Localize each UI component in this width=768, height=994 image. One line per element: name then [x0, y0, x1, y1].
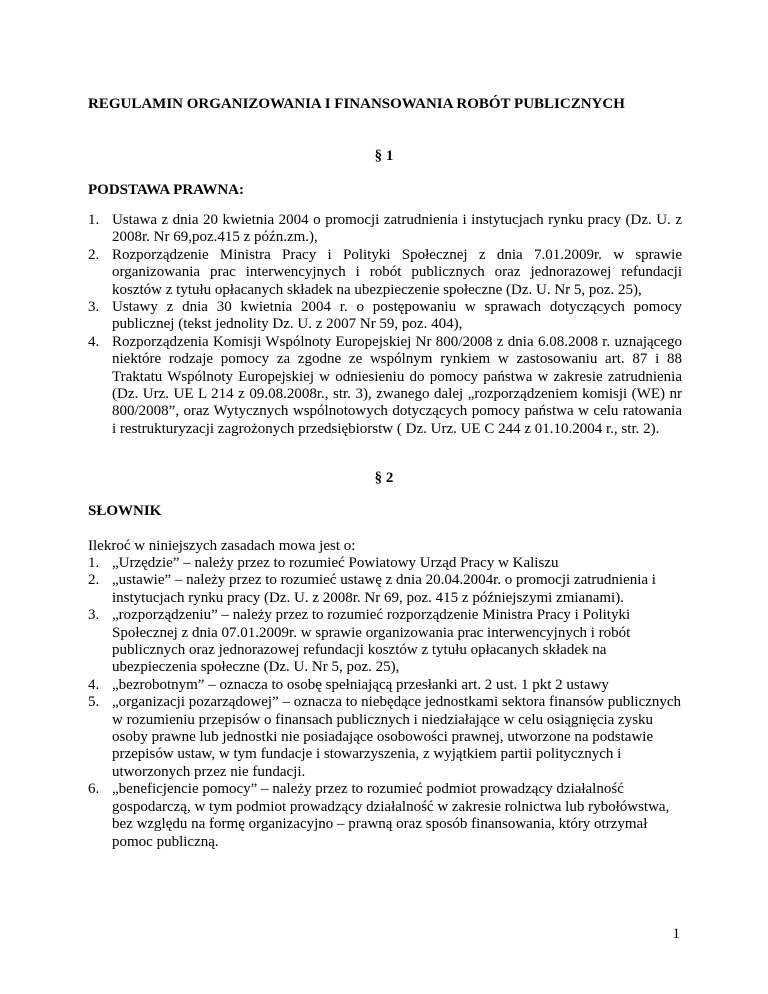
- page-number: 1: [672, 926, 680, 942]
- list-item: [88, 572, 682, 607]
- section-2-heading: SŁOWNIK: [88, 503, 162, 519]
- list-item-text: „bezrobotnym” – oznacza to osobę spełniającą przesłanki art. 2 ust. 1 pkt 2 ustawy: [112, 676, 609, 693]
- list-item-number: 4.: [88, 676, 100, 693]
- section-2-mark: § 2: [374, 470, 394, 486]
- list-item-number: 2.: [88, 246, 100, 263]
- list-item-number: 1.: [88, 212, 100, 228]
- section-1-mark: § 1: [374, 148, 394, 164]
- list-item-text: Rozporządzenie Ministra Pracy i Polityki Społecznej z dnia 7.01.2009r. w sprawie organizowania prac interwencyjnych i robót publicznych oraz jednorazowej refundacji kosztów z tytułu opłacanych składek na ubezpieczenie społeczne (Dz. U. Nr 5, poz. 25),: [112, 246, 682, 298]
- list-item: [88, 334, 682, 438]
- list-item: [88, 212, 682, 247]
- list-item-text: „beneficjencie pomocy” – należy przez to rozumieć podmiot prowadzący działalność gospodarczą, w tym podmiot prowadzący działalność w zakresie rolnictwa lub rybołówstwa, bez względu na formę organizacyjno – prawną oraz sposób finansowania, który otrzymał pomoc publiczną.: [112, 781, 670, 850]
- list-item-number: 3.: [88, 607, 100, 624]
- list-item-number: 3.: [88, 299, 100, 316]
- document-title: REGULAMIN ORGANIZOWANIA I FINANSOWANIA ROBÓT PUBLICZNYCH: [88, 96, 625, 112]
- list-item: [88, 781, 682, 851]
- list-item-text: Ustawa z dnia 20 kwietnia 2004 o promocji zatrudnienia i instytucjach rynku pracy (Dz. U. z 2008r. Nr 69,poz.415 z późn.zm.),: [112, 212, 682, 246]
- list-item-text: Rozporządzenia Komisji Wspólnoty Europejskiej Nr 800/2008 z dnia 6.08.2008 r. uznającego niektóre rodzaje pomocy za zgodne ze wspólnym rynkiem w zastosowaniu art. 87 i 88 Traktatu Wspólnoty Europejskiej w odniesieniu do pomocy państwa w zakresie zatrudnienia (Dz. Urz. UE L 214 z 09.08.2008r., str. 3), zwanego dalej „rozporządzeniem komisji (WE) nr 800/2008”, oraz Wytycznych wspólnotowych dotyczących pomocy państwa w celu ratowania i restrukturyzacji zagrożonych przedsiębiorstw ( Dz. Urz. UE C 244 z 01.10.2004 r., str. 2).: [112, 333, 682, 437]
- list-item-text: „ustawie” – należy przez to rozumieć ustawę z dnia 20.04.2004r. o promocji zatrudnienia i instytucjach rynku pracy (Dz. U. z 2008r. Nr 69, poz. 415 z późniejszymi zmianami).: [112, 572, 656, 606]
- list-item: [88, 694, 682, 781]
- list-item-number: 2.: [88, 572, 100, 589]
- legal-basis-list: [88, 212, 682, 438]
- list-item-text: „Urzędzie” – należy przez to rozumieć Powiatowy Urząd Pracy w Kaliszu: [112, 555, 559, 571]
- list-item-text: Ustawy z dnia 30 kwietnia 2004 r. o postępowaniu w sprawach dotyczących pomocy publicznej (tekst jednolity Dz. U. z 2007 Nr 59, poz. 404),: [112, 299, 682, 333]
- list-item-text: „organizacji pozarządowej” – oznacza to niebędące jednostkami sektora finansów publicznych w rozumieniu przepisów o finansach publicznych i niedziałające w celu osiągnięcia zysku osoby prawne lub jednostki nie posiadające osobowości prawnej, utworzone na podstawie przepisów ustaw, w tym fundacje i stowarzyszenia, z wyjątkiem partii politycznych i utworzonych przez nie fundacji.: [112, 694, 682, 780]
- section-1-heading: PODSTAWA PRAWNA:: [88, 182, 244, 198]
- glossary-intro: Ilekroć w niniejszych zasadach mowa jest o:: [88, 538, 356, 554]
- list-item: [88, 555, 682, 572]
- list-item-text: „rozporządzeniu” – należy przez to rozumieć rozporządzenie Ministra Pracy i Polityki Społecznej z dnia 07.01.2009r. w sprawie organizowania prac interwencyjnych i robót publicznych oraz jednorazowej refundacji kosztów z tytułu opłacanych składek na ubezpieczenia społeczne (Dz. U. Nr 5, poz. 25),: [112, 607, 631, 676]
- list-item: [88, 299, 682, 334]
- list-item-number: 6.: [88, 781, 100, 798]
- list-item: [88, 677, 682, 694]
- list-item-number: 5.: [88, 694, 100, 711]
- glossary-list: [88, 555, 682, 851]
- list-item-number: 4.: [88, 333, 100, 350]
- list-item-number: 1.: [88, 555, 100, 571]
- list-item: [88, 247, 682, 299]
- list-item: [88, 607, 682, 677]
